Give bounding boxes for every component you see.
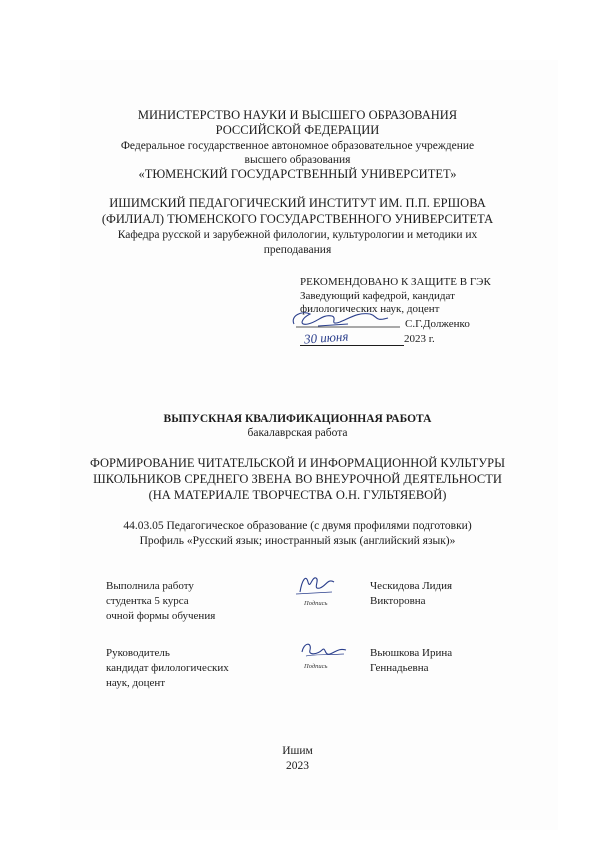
author-role-line-2: студентка 5 курса: [106, 595, 189, 607]
supervisor-role-line-1: Руководитель: [106, 647, 170, 659]
institution-line-2: высшего образования: [244, 154, 351, 166]
profile-line: Профиль «Русский язык; иностранный язык (английский язык)»: [139, 535, 456, 547]
institution-line-1: Федеральное государственное автономное образовательное учреждение: [120, 140, 475, 152]
specialty-code-line: 44.03.05 Педагогическое образование (с двумя профилями подготовки): [123, 520, 472, 532]
head-signature: [288, 308, 404, 330]
approval-year: 2023 г.: [404, 333, 435, 345]
author-name-line-2: Викторовна: [370, 595, 426, 607]
university-name: «ТЮМЕНСКИЙ ГОСУДАРСТВЕННЫЙ УНИВЕРСИТЕТ»: [138, 167, 457, 181]
approval-date-handwritten: 30 июня: [303, 328, 349, 347]
supervisor-signature-caption: Подпись: [304, 663, 328, 670]
approval-line-2: Заведующий кафедрой, кандидат: [300, 289, 455, 302]
department-line-1: Кафедра русской и зарубежной филологии, культурологии и методики их: [117, 229, 478, 241]
ministry-line-1: МИНИСТЕРСТВО НАУКИ И ВЫСШЕГО ОБРАЗОВАНИЯ: [137, 108, 458, 122]
head-name: С.Г.Долженко: [405, 318, 470, 330]
supervisor-role-line-2: кандидат филологических: [106, 662, 229, 674]
author-name-line-1: Ческидова Лидия: [370, 580, 453, 592]
ministry-line-2: РОССИЙСКОЙ ФЕДЕРАЦИИ: [215, 123, 380, 137]
footer-city: Ишим: [282, 745, 313, 757]
author-role-line-3: очной формы обучения: [106, 610, 216, 622]
supervisor-role-line-3: наук, доцент: [106, 677, 166, 689]
approval-line-3: филологических наук, доцент: [300, 303, 440, 315]
supervisor-name-line-1: Вьюшкова Ирина: [370, 647, 453, 659]
department-line-2: преподавания: [263, 244, 332, 256]
author-signature: [292, 570, 342, 600]
branch-line-2: (ФИЛИАЛ) ТЮМЕНСКОГО ГОСУДАРСТВЕННОГО УНИВЕРСИТЕТА: [101, 212, 494, 226]
footer-year: 2023: [286, 760, 309, 772]
branch-line-1: ИШИМСКИЙ ПЕДАГОГИЧЕСКИЙ ИНСТИТУТ ИМ. П.П. ЕРШОВА: [109, 196, 486, 210]
author-signature-caption: Подпись: [304, 600, 328, 607]
supervisor-name-line-2: Геннадьевна: [370, 662, 429, 674]
work-title-line-2: ШКОЛЬНИКОВ СРЕДНЕГО ЗВЕНА ВО ВНЕУРОЧНОЙ ДЕЯТЕЛЬНОСТИ: [93, 472, 502, 486]
supervisor-signature: [296, 638, 352, 664]
work-title-line-3: (НА МАТЕРИАЛЕ ТВОРЧЕСТВА О.Н. ГУЛЬТЯЕВОЙ): [148, 488, 447, 502]
approval-line-1: РЕКОМЕНДОВАНО К ЗАЩИТЕ В ГЭК: [300, 276, 491, 288]
work-title-line-1: ФОРМИРОВАНИЕ ЧИТАТЕЛЬСКОЙ И ИНФОРМАЦИОННОЙ КУЛЬТУРЫ: [89, 456, 505, 470]
author-signature-graphic: [292, 570, 342, 600]
work-subtype: бакалаврская работа: [247, 427, 348, 439]
work-type: ВЫПУСКНАЯ КВАЛИФИКАЦИОННАЯ РАБОТА: [163, 413, 432, 425]
author-role-line-1: Выполнила работу: [106, 580, 194, 592]
head-signature-graphic: [288, 308, 404, 330]
supervisor-signature-graphic: [296, 638, 352, 664]
